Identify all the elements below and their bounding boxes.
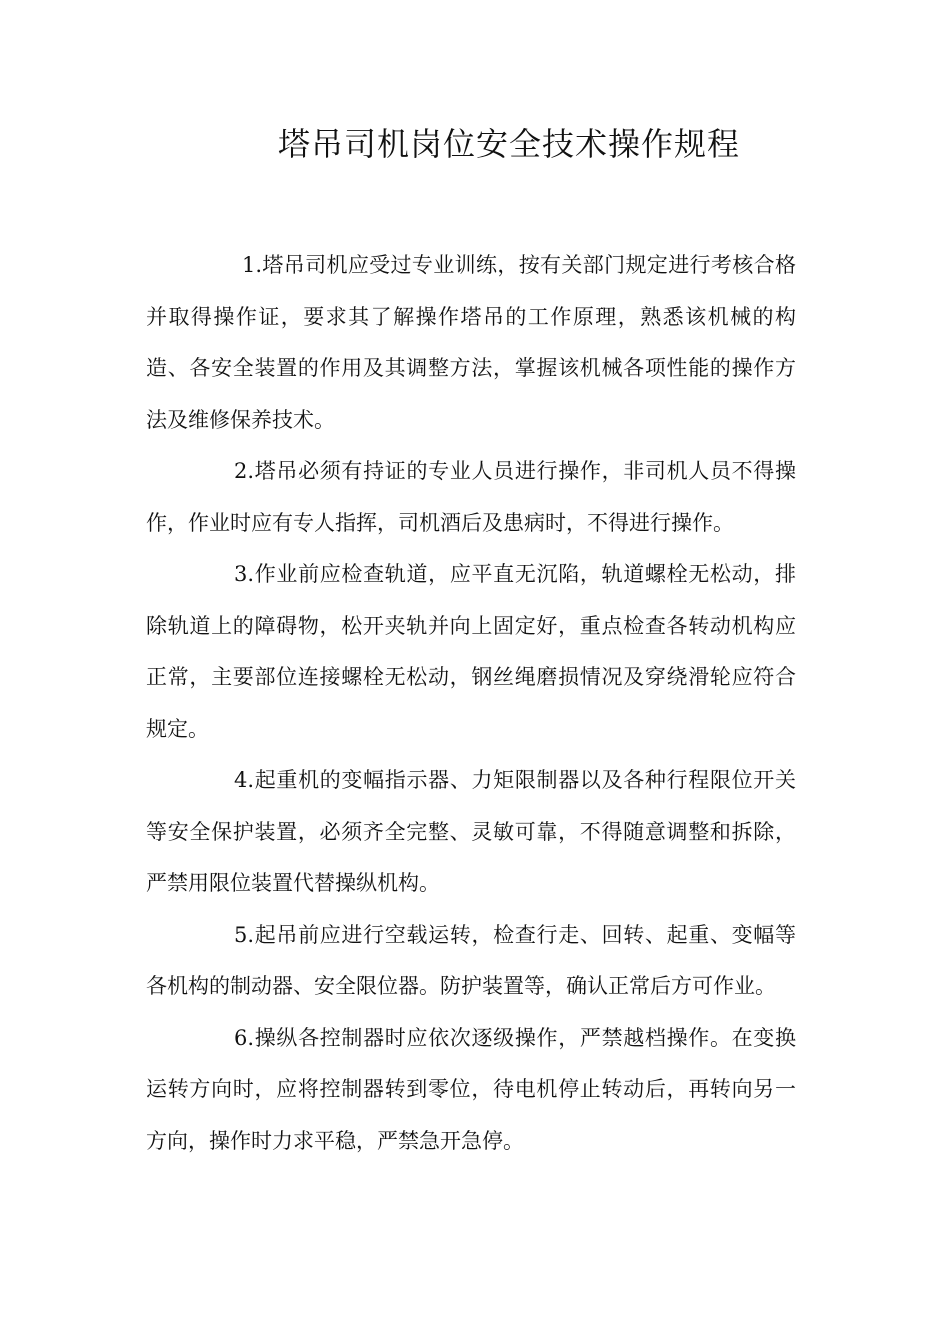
paragraph-3: 3.作业前应检查轨道，应平直无沉陷，轨道螺栓无松动，排除轨道上的障碍物，松开夹轨并向上固定好，重点检查各转动机构应正常，主要部位连接螺栓无松动，钢丝绳磨损情况及穿绕滑轮应符合规定。 [146,562,796,741]
paragraph-2: 2.塔吊必须有持证的专业人员进行操作，非司机人员不得操作，作业时应有专人指挥，司机酒后及患病时，不得进行操作。 [146,459,796,535]
paragraph-1: 1.塔吊司机应受过专业训练，按有关部门规定进行考核合格并取得操作证，要求其了解操作塔吊的工作原理，熟悉该机械的构造、各安全装置的作用及其调整方法，掌握该机械各项性能的操作方法及维修保养技术。 [146,253,796,432]
paragraph-5: 5.起吊前应进行空载运转，检查行走、回转、起重、变幅等各机构的制动器、安全限位器。防护装置等，确认正常后方可作业。 [146,922,796,998]
document-body [146,240,796,1167]
paragraph-4: 4.起重机的变幅指示器、力矩限制器以及各种行程限位开关等安全保护装置，必须齐全完整、灵敏可靠，不得随意调整和拆除，严禁用限位装置代替操纵机构。 [146,768,796,895]
paragraph-6: 6.操纵各控制器时应依次逐级操作，严禁越档操作。在变换运转方向时，应将控制器转到零位，待电机停止转动后，再转向另一方向，操作时力求平稳，严禁急开急停。 [146,1025,796,1153]
document-title: 塔吊司机岗位安全技术操作规程 [277,125,740,163]
